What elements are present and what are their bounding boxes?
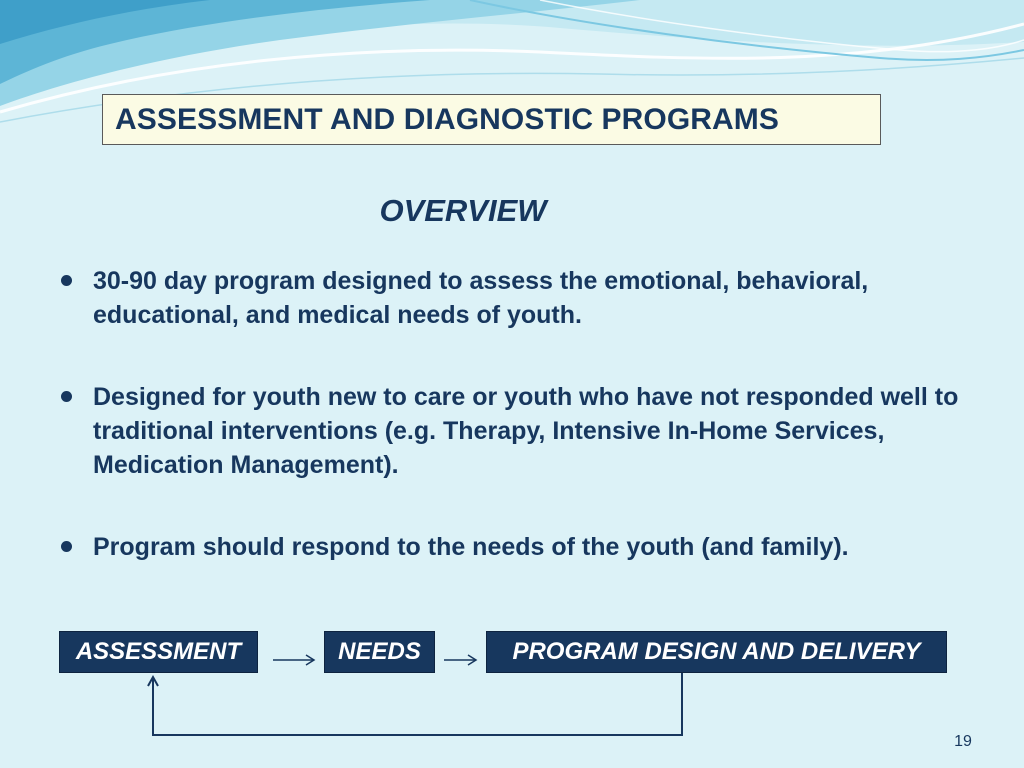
- right-arrow-icon: [444, 655, 476, 665]
- slide-subtitle: OVERVIEW: [379, 193, 547, 228]
- flow-step-label: ASSESSMENT: [75, 638, 242, 665]
- title-box: [102, 94, 881, 145]
- bullet-item: [60, 530, 980, 564]
- bullet-icon: [61, 541, 72, 552]
- bullet-item: [60, 264, 980, 332]
- bullet-text: Designed for youth new to care or youth who have not responded well to traditional interventions (e.g. Therapy, Intensive In-Home Services, Medication Management).: [93, 383, 959, 479]
- flow-step-label: NEEDS: [338, 638, 421, 665]
- bullet-list: [60, 264, 980, 564]
- bullet-text: Program should respond to the needs of the youth (and family).: [93, 533, 849, 561]
- flow-step-label: PROGRAM DESIGN AND DELIVERY: [512, 638, 921, 665]
- flow-step-program-design: [486, 631, 947, 673]
- bullet-text: 30-90 day program designed to assess the emotional, behavioral, educational, and medical needs of youth.: [93, 267, 869, 329]
- bullet-item: [60, 380, 980, 482]
- flow-step-assessment: [59, 631, 258, 673]
- bullet-icon: [61, 391, 72, 402]
- slide-title: ASSESSMENT AND DIAGNOSTIC PROGRAMS: [115, 102, 780, 136]
- right-arrow-icon: [273, 655, 314, 665]
- loop-back-arrow-icon: [148, 673, 682, 735]
- page-number: 19: [954, 733, 972, 750]
- flow-step-needs: [324, 631, 435, 673]
- bullet-icon: [61, 275, 72, 286]
